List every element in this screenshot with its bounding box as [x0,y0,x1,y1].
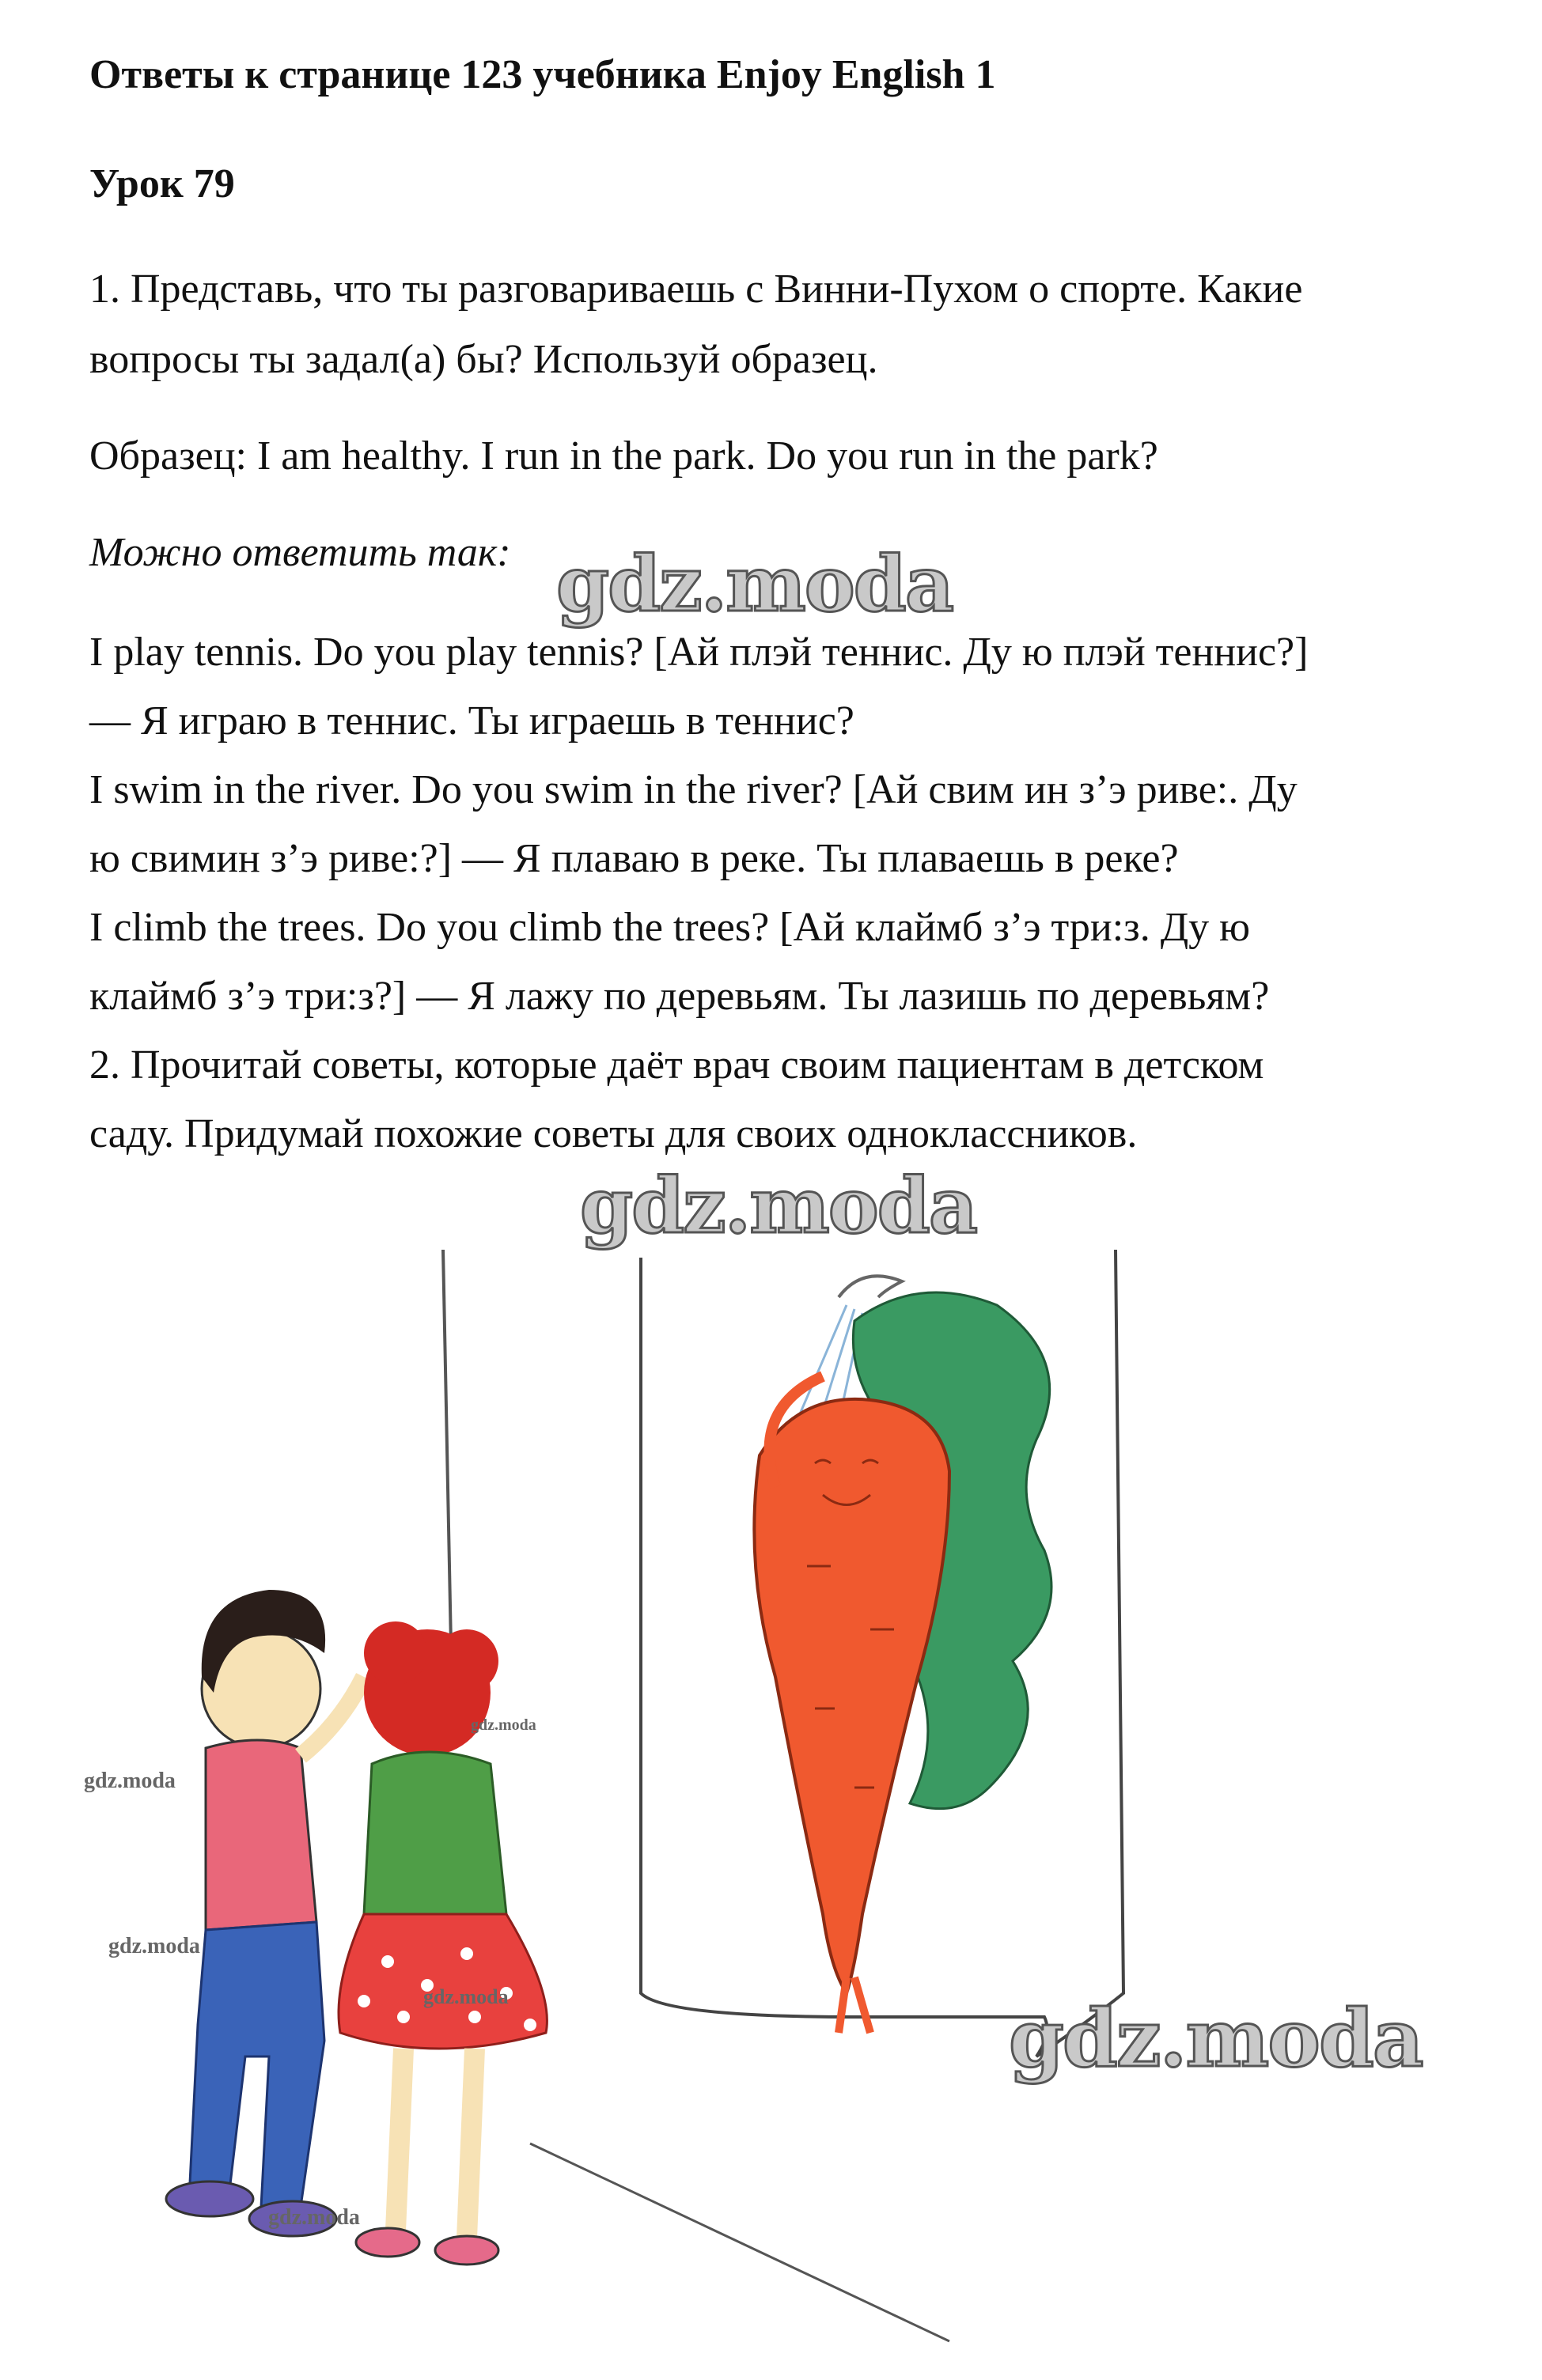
watermark-small: gdz.moda [268,2205,360,2230]
girl-shirt [364,1752,506,1914]
task1-line1: 1. Представь, что ты разговариваешь с Винни-Пухом о спорте. Какие [89,267,1303,312]
boy-shoe [166,2181,253,2216]
boy-shirt [206,1740,316,1930]
watermark-small: gdz.moda [471,1716,536,1734]
answer-line: I swim in the river. Do you swim in the river? [Ай свим ин з’э риве:. Ду [89,767,1298,812]
task1-line2: вопросы ты задал(а) бы? Используй образец. [89,337,878,382]
watermark-small: gdz.moda [108,1934,200,1958]
answer-line: I climb the trees. Do you climb the trees? [Ай клаймб з’э три:з. Ду ю [89,905,1251,950]
boy [166,1590,364,2236]
lesson-heading: Урок 79 [89,161,235,206]
watermark-small: gdz.moda [423,1985,509,2008]
girl-skirt [339,1914,547,2049]
task2-line1: 2. Прочитай советы, которые даёт врач своим пациентам в детском [89,1042,1264,1088]
watermark-small: gdz.moda [84,1769,176,1793]
answer-line: I play tennis. Do you play tennis? [Ай плэй теннис. Ду ю плэй теннис?] [89,630,1309,675]
answer-intro: Можно ответить так: [89,530,511,575]
carrot-legs [839,1977,870,2033]
answer-line: — Я играю в теннис. Ты играешь в теннис? [89,698,854,744]
girl-shoe [356,2228,419,2257]
wall-line [443,1250,451,1645]
page-title: Ответы к странице 123 учебника Enjoy English 1 [89,52,996,97]
answer-line: ю свимин з’э риве:?] — Я плаваю в реке. Ты плаваешь в реке? [89,836,1179,881]
floor-line [530,2144,949,2341]
sample-text: Образец: I am healthy. I run in the park. Do you run in the park? [89,433,1158,479]
girl-legs [396,2049,475,2238]
boy-jeans [190,1922,324,2207]
shower-head [839,1276,902,1297]
watermark-logo: gdz.moda [1009,1992,1423,2085]
task2-line2: саду. Придумай похожие советы для своих одноклассников. [89,1111,1138,1156]
girl-shoe [435,2236,498,2265]
carrot-body [754,1399,949,1993]
answer-line: клаймб з’э три:з?] — Я лажу по деревьям. Ты лазишь по деревьям? [89,974,1270,1019]
illustration-children-carrot-poster [63,1234,1456,2357]
watermark-logo: gdz.moda [556,539,953,629]
watermark-logo: gdz.moda [580,1161,977,1251]
